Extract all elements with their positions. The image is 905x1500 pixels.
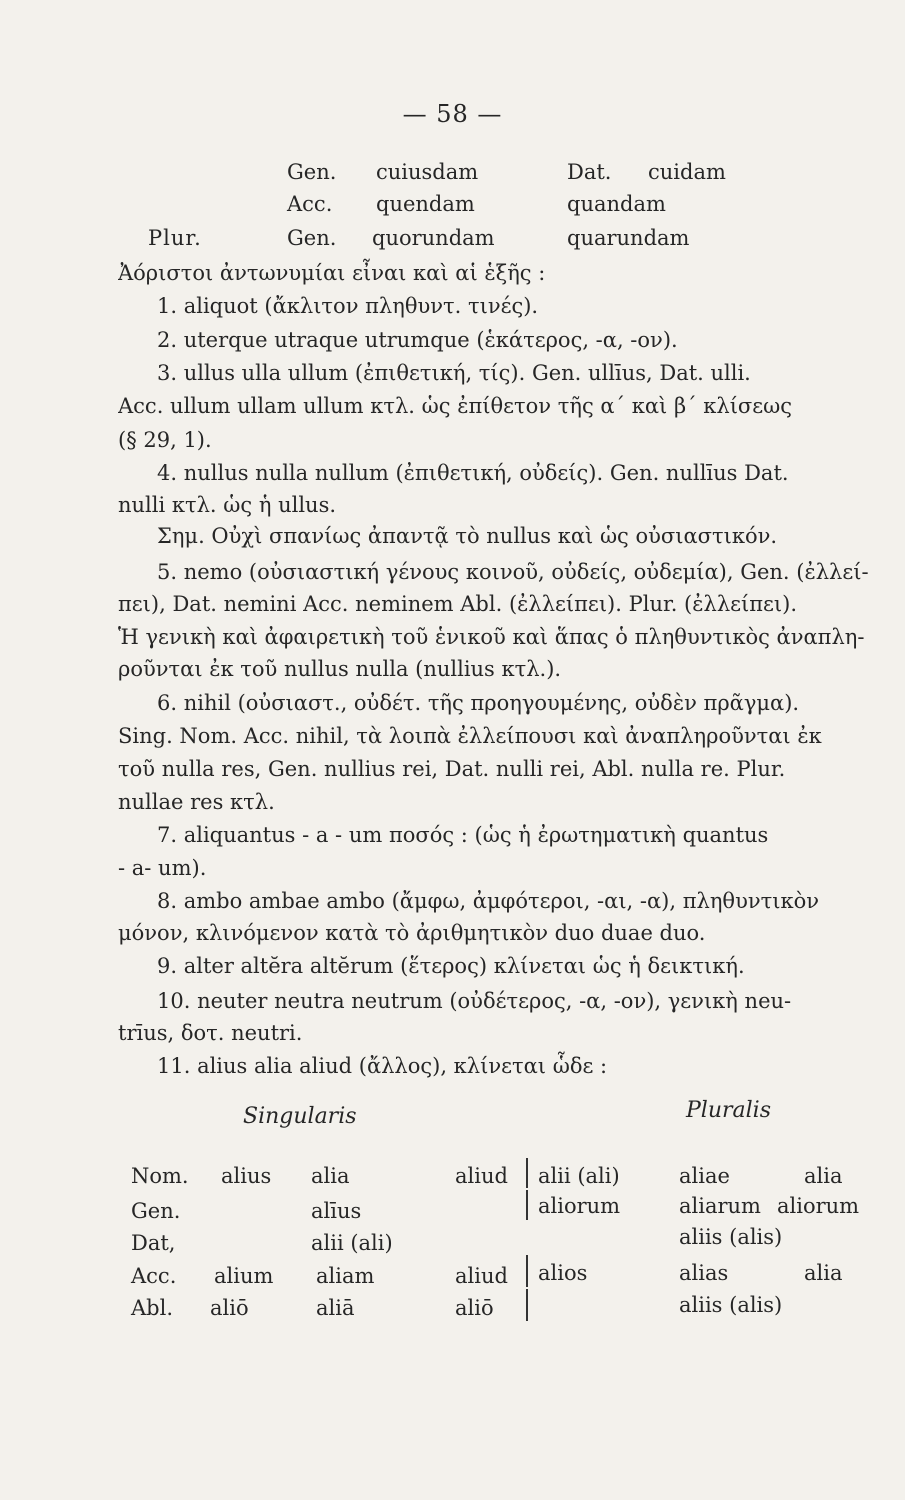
table-divider — [526, 1158, 528, 1188]
text-line: 5. nemo (οὐσιαστική γένους κοινοῦ, οὐδείς, οὐδεμία), Gen. (ἐλλεί- — [157, 560, 869, 584]
form-word: quandam — [567, 192, 666, 216]
text-line: (§ 29, 1). — [118, 428, 212, 452]
table-divider — [526, 1190, 528, 1220]
form-word: quorundam — [372, 226, 495, 250]
case-label: Abl. — [131, 1296, 173, 1320]
table-cell: alia — [804, 1164, 843, 1188]
table-cell: alii (ali) — [538, 1164, 620, 1188]
form-word: cuiusdam — [376, 160, 479, 184]
table-cell: alia — [311, 1164, 350, 1188]
text-line: 7. aliquantus - a - um ποσός : (ὡς ἡ ἐρωτηματικὴ quantus — [157, 823, 769, 847]
text-line: 2. uterque utraque utrumque (ἑκάτερος, -α, -ον). — [157, 328, 678, 352]
table-cell: alii (ali) — [311, 1231, 393, 1255]
table-divider — [526, 1255, 528, 1287]
table-cell: aliud — [455, 1264, 508, 1288]
text-line: 10. neuter neutra neutrum (οὐδέτερος, -α, -ον), γενικὴ neu- — [157, 989, 792, 1013]
table-cell: aliō — [210, 1296, 249, 1320]
case-label: Nom. — [131, 1164, 189, 1188]
table-cell: aliorum — [538, 1194, 621, 1218]
form-label: Dat. — [567, 160, 612, 184]
table-cell: alia — [804, 1261, 843, 1285]
table-cell: aliā — [316, 1296, 355, 1320]
text-line: ροῦνται ἐκ τοῦ nullus nulla (nullius κτλ.). — [118, 657, 562, 681]
table-cell: aliis (alis) — [679, 1225, 783, 1249]
case-label: Gen. — [131, 1199, 181, 1223]
text-line: τοῦ nulla res, Gen. nullius rei, Dat. nulli rei, Abl. nulla re. Plur. — [118, 757, 786, 781]
text-line: Σημ. Οὐχὶ σπανίως ἀπαντᾷ τὸ nullus καὶ ὡς οὐσιαστικόν. — [157, 524, 778, 548]
form-word: quendam — [376, 192, 475, 216]
page-number: — 58 — — [402, 100, 503, 128]
case-label: Dat, — [131, 1231, 176, 1255]
text-line: πει), Dat. nemini Acc. neminem Abl. (ἐλλείπει). Plur. (ἐλλείπει). — [118, 592, 798, 616]
table-cell: aliarum — [679, 1194, 761, 1218]
case-label: Acc. — [131, 1264, 177, 1288]
table-cell: alias — [679, 1261, 729, 1285]
form-label: Gen. — [287, 160, 337, 184]
table-cell: alius — [221, 1164, 272, 1188]
text-line: Ἡ γενικὴ καὶ ἀφαιρετικὴ τοῦ ἑνικοῦ καὶ ἅπας ὁ πληθυντικὸς ἀναπλη- — [118, 625, 865, 649]
form-word: quarundam — [567, 226, 690, 250]
table-cell: aliae — [679, 1164, 730, 1188]
table-cell: aliō — [455, 1296, 494, 1320]
text-line: trīus, δοτ. neutri. — [118, 1021, 303, 1045]
pluralis-heading: Pluralis — [686, 1098, 772, 1123]
table-cell: aliam — [316, 1264, 375, 1288]
form-label: Gen. — [287, 226, 337, 250]
text-line: Sing. Nom. Acc. nihil, τὰ λοιπὰ ἐλλείπουσι καὶ ἀναπληροῦνται ἐκ — [118, 724, 822, 748]
text-line: nulli κτλ. ὡς ἡ ullus. — [118, 493, 337, 517]
table-divider — [526, 1289, 528, 1321]
form-label: Plur. — [148, 226, 202, 250]
table-cell: aliorum — [777, 1194, 860, 1218]
text-line: - a- um). — [118, 856, 207, 880]
text-line: Ἀόριστοι ἀντωνυμίαι εἶναι καὶ αἱ ἑξῆς : — [118, 261, 546, 285]
table-cell: alīus — [311, 1199, 362, 1223]
singularis-heading: Singularis — [243, 1104, 357, 1129]
table-cell: aliud — [455, 1164, 508, 1188]
text-line: 9. alter altĕra altĕrum (ἕτερος) κλίνεται ὡς ἡ δεικτική. — [157, 954, 745, 978]
table-cell: aliis (alis) — [679, 1293, 783, 1317]
text-line: nullae res κτλ. — [118, 790, 275, 814]
table-cell: alios — [538, 1261, 588, 1285]
form-label: Acc. — [287, 192, 333, 216]
text-line: Acc. ullum ullam ullum κτλ. ὡς ἐπίθετον τῆς α΄ καὶ β΄ κλίσεως — [118, 394, 793, 418]
text-line: 1. aliquot (ἄκλιτον πληθυντ. τινές). — [157, 294, 539, 318]
text-line: 3. ullus ulla ullum (ἐπιθετική, τίς). Gen. ullīus, Dat. ulli. — [157, 361, 751, 385]
text-line: 6. nihil (οὐσιαστ., οὐδέτ. τῆς προηγουμένης, οὐδὲν πρᾶγμα). — [157, 691, 800, 715]
text-line: 11. alius alia aliud (ἄλλος), κλίνεται ὧδε : — [157, 1054, 608, 1078]
text-line: μόνον, κλινόμενον κατὰ τὸ ἀριθμητικὸν duo duae duo. — [118, 921, 706, 945]
form-word: cuidam — [648, 160, 726, 184]
table-cell: alium — [214, 1264, 274, 1288]
text-line: 8. ambo ambae ambo (ἄμφω, ἀμφότεροι, -αι, -α), πληθυντικὸν — [157, 889, 819, 913]
text-line: 4. nullus nulla nullum (ἐπιθετική, οὐδείς). Gen. nullīus Dat. — [157, 461, 789, 485]
